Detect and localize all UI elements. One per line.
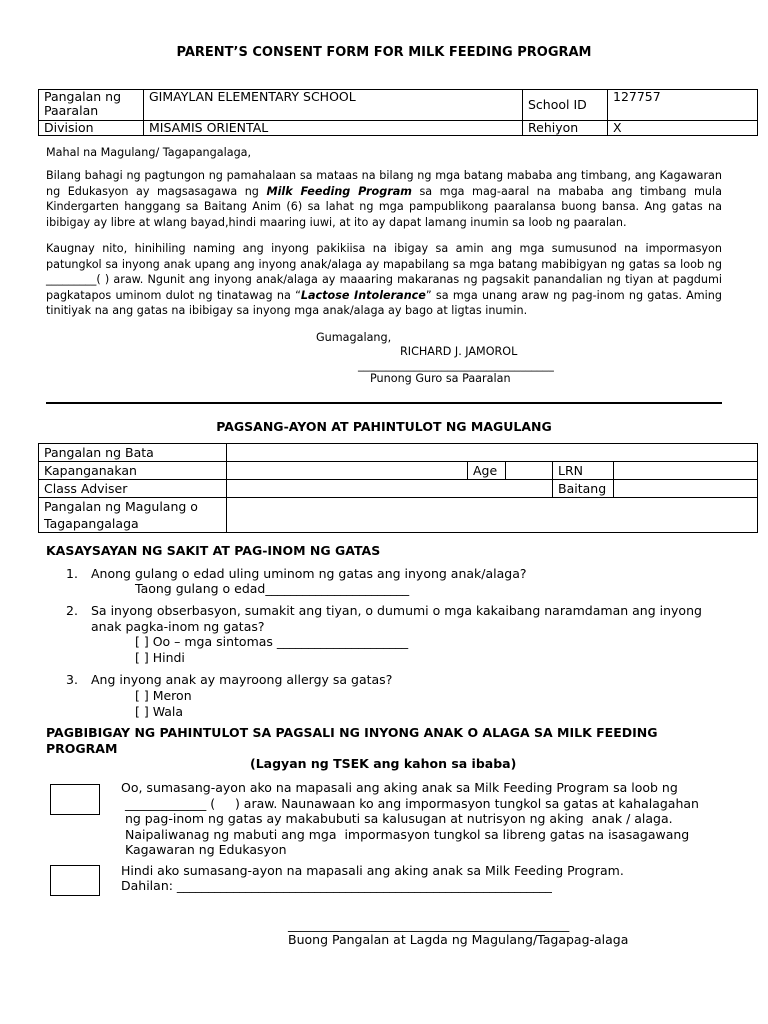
school-id-value: 127757 — [608, 90, 758, 121]
grade-field[interactable] — [614, 480, 758, 498]
q3-text: Ang inyong anak ay mayroong allergy sa gatas? — [91, 672, 393, 687]
permission-instruction: (Lagyan ng TSEK ang kahon sa ibaba) — [250, 756, 517, 771]
lrn-field[interactable] — [614, 462, 758, 480]
division-label: Division — [39, 121, 144, 136]
adviser-label: Class Adviser — [39, 480, 227, 498]
q1-text: Anong gulang o edad uling uminom ng gatas ang inyong anak/alaga? — [91, 566, 527, 581]
age-label: Age — [468, 462, 506, 480]
reason-field[interactable]: Dahilan: ____________________________________________________________ — [121, 878, 552, 893]
consent-yes-checkbox[interactable] — [50, 784, 100, 815]
grade-label: Baitang — [553, 480, 614, 498]
q1-number: 1. — [66, 566, 78, 581]
letter-paragraph-2 — [46, 241, 722, 319]
school-info-table — [38, 89, 758, 136]
age-field[interactable] — [506, 462, 553, 480]
q2-text: Sa inyong obserbasyon, sumakit ang tiyan, o dumumi o mga kakaibang naramdaman ang inyong anak pagka-inom ng gatas? — [91, 603, 702, 634]
school-id-label: School ID — [523, 90, 608, 121]
consent-no-checkbox[interactable] — [50, 865, 100, 896]
child-name-field[interactable] — [227, 444, 758, 462]
signatory-name: RICHARD J. JAMOROL — [400, 345, 518, 358]
q1-answer[interactable]: Taong gulang o edad_______________________ — [135, 581, 410, 596]
yes-line-5: Kagawaran ng Edukasyon — [121, 842, 287, 857]
yes-line-3: ng pag-inom ng gatas ay makabubuti sa kalusugan at nutrisyon ng aking anak / alaga. — [121, 811, 673, 826]
permission-heading: PAGBIBIGAY NG PAHINTULOT SA PAGSALI NG INYONG ANAK O ALAGA SA MILK FEEDING PROGRAM — [46, 725, 658, 756]
consent-title: PAGSANG-AYON AT PAHINTULOT NG MAGULANG — [216, 419, 552, 434]
lrn-label: LRN — [553, 462, 614, 480]
signature-line: ___________________________________ — [358, 359, 554, 372]
child-name-label: Pangalan ng Bata — [39, 444, 227, 462]
p1-text-a: Bilang bahagi ng pagtungon ng pamahalaan sa mataas na bilang ng mga batang mababa ang timbang, ang Kagawaran ng Edukasyon ay magsasagawa ng — [46, 169, 722, 198]
p1-text-b: sa mga mag-aaral na mababa ang timbang mula Kindergarten hanggang sa Baitang Anim (6) sa lahat ng mga pampublikong paaralansa buong bansa. Ang gatas na ibibigay ay libre at wlang bayad,hindi maaring iuwi, at ito ay dapat lamang inumin sa loob ng paaralan. — [46, 184, 722, 229]
region-value: X — [608, 121, 758, 136]
region-label: Rehiyon — [523, 121, 608, 136]
p2-text-b: ” sa mga unang araw ng pag-inom ng gatas. Aming tinitiyak na ang gatas na ibibigay sa inyong mga anak/alaga ay bago at ligtas inumin. — [46, 288, 722, 317]
q3-number: 3. — [66, 672, 78, 687]
yes-line-1: Oo, sumasang-ayon ako na mapasali ang aking anak sa Milk Feeding Program sa loob ng — [121, 780, 678, 795]
q2-option-no[interactable]: [ ] Hindi — [135, 650, 185, 665]
signatory-position: Punong Guro sa Paaralan — [370, 372, 511, 385]
p2-emphasis: Lactose Intolerance — [300, 288, 426, 302]
parent-name-label: Pangalan ng Magulang o Tagapangalaga — [39, 498, 227, 533]
school-name-label: Pangalan ng Paaralan — [39, 90, 144, 121]
p1-emphasis: Milk Feeding Program — [266, 184, 412, 198]
parent-signature-line[interactable]: _____________________________________________ — [288, 917, 570, 932]
q3-option-yes[interactable]: [ ] Meron — [135, 688, 192, 703]
yes-line-2: _____________ ( ) araw. Naunawaan ko ang impormasyon tungkol sa gatas at kahalagahan — [121, 795, 699, 811]
birth-field[interactable] — [227, 462, 468, 480]
parent-signature-label: Buong Pangalan at Lagda ng Magulang/Tagapag-alaga — [288, 932, 629, 947]
closing: Gumagalang, — [316, 331, 392, 344]
section-divider — [46, 402, 722, 404]
history-heading: KASAYSAYAN NG SAKIT AT PAG-INOM NG GATAS — [46, 543, 381, 558]
birth-label: Kapanganakan — [39, 462, 227, 480]
q3-option-no[interactable]: [ ] Wala — [135, 704, 184, 719]
child-info-table — [38, 443, 758, 533]
q2-option-yes[interactable]: [ ] Oo – mga sintomas _____________________ — [135, 634, 409, 649]
parent-name-field[interactable] — [227, 498, 758, 533]
salutation: Mahal na Magulang/ Tagapangalaga, — [46, 146, 252, 159]
school-name-value: GIMAYLAN ELEMENTARY SCHOOL — [144, 90, 523, 121]
yes-line-4: Naipaliwanag ng mabuti ang mga impormasyon tungkol sa libreng gatas na isasagawang — [121, 826, 690, 842]
division-value: MISAMIS ORIENTAL — [144, 121, 523, 136]
adviser-field[interactable] — [227, 480, 553, 498]
p2-text-a: Kaugnay nito, hinihiling naming ang inyong pakikiisa na ibigay sa amin ang mga sumusunod na impormasyon patungkol sa inyong anak upang ang inyong anak/alaga ay mapabilang sa mga batang mabibigyan ng gatas sa loob ng _________( ) araw. Ngunit ang inyong anak/alaga ay maaaring makaranas ng pagsakit panandalian ng tiyan at pagdumi pagkatapos uminom dulot ng tinatawag na “ — [46, 242, 722, 302]
consent-no-text: Hindi ako sumasang-ayon na mapasali ang aking anak sa Milk Feeding Program. — [121, 863, 624, 878]
letter-paragraph-1 — [46, 168, 722, 230]
q2-number: 2. — [66, 603, 78, 618]
consent-yes-text — [121, 780, 741, 858]
form-title: PARENT’S CONSENT FORM FOR MILK FEEDING PROGRAM — [176, 45, 592, 60]
